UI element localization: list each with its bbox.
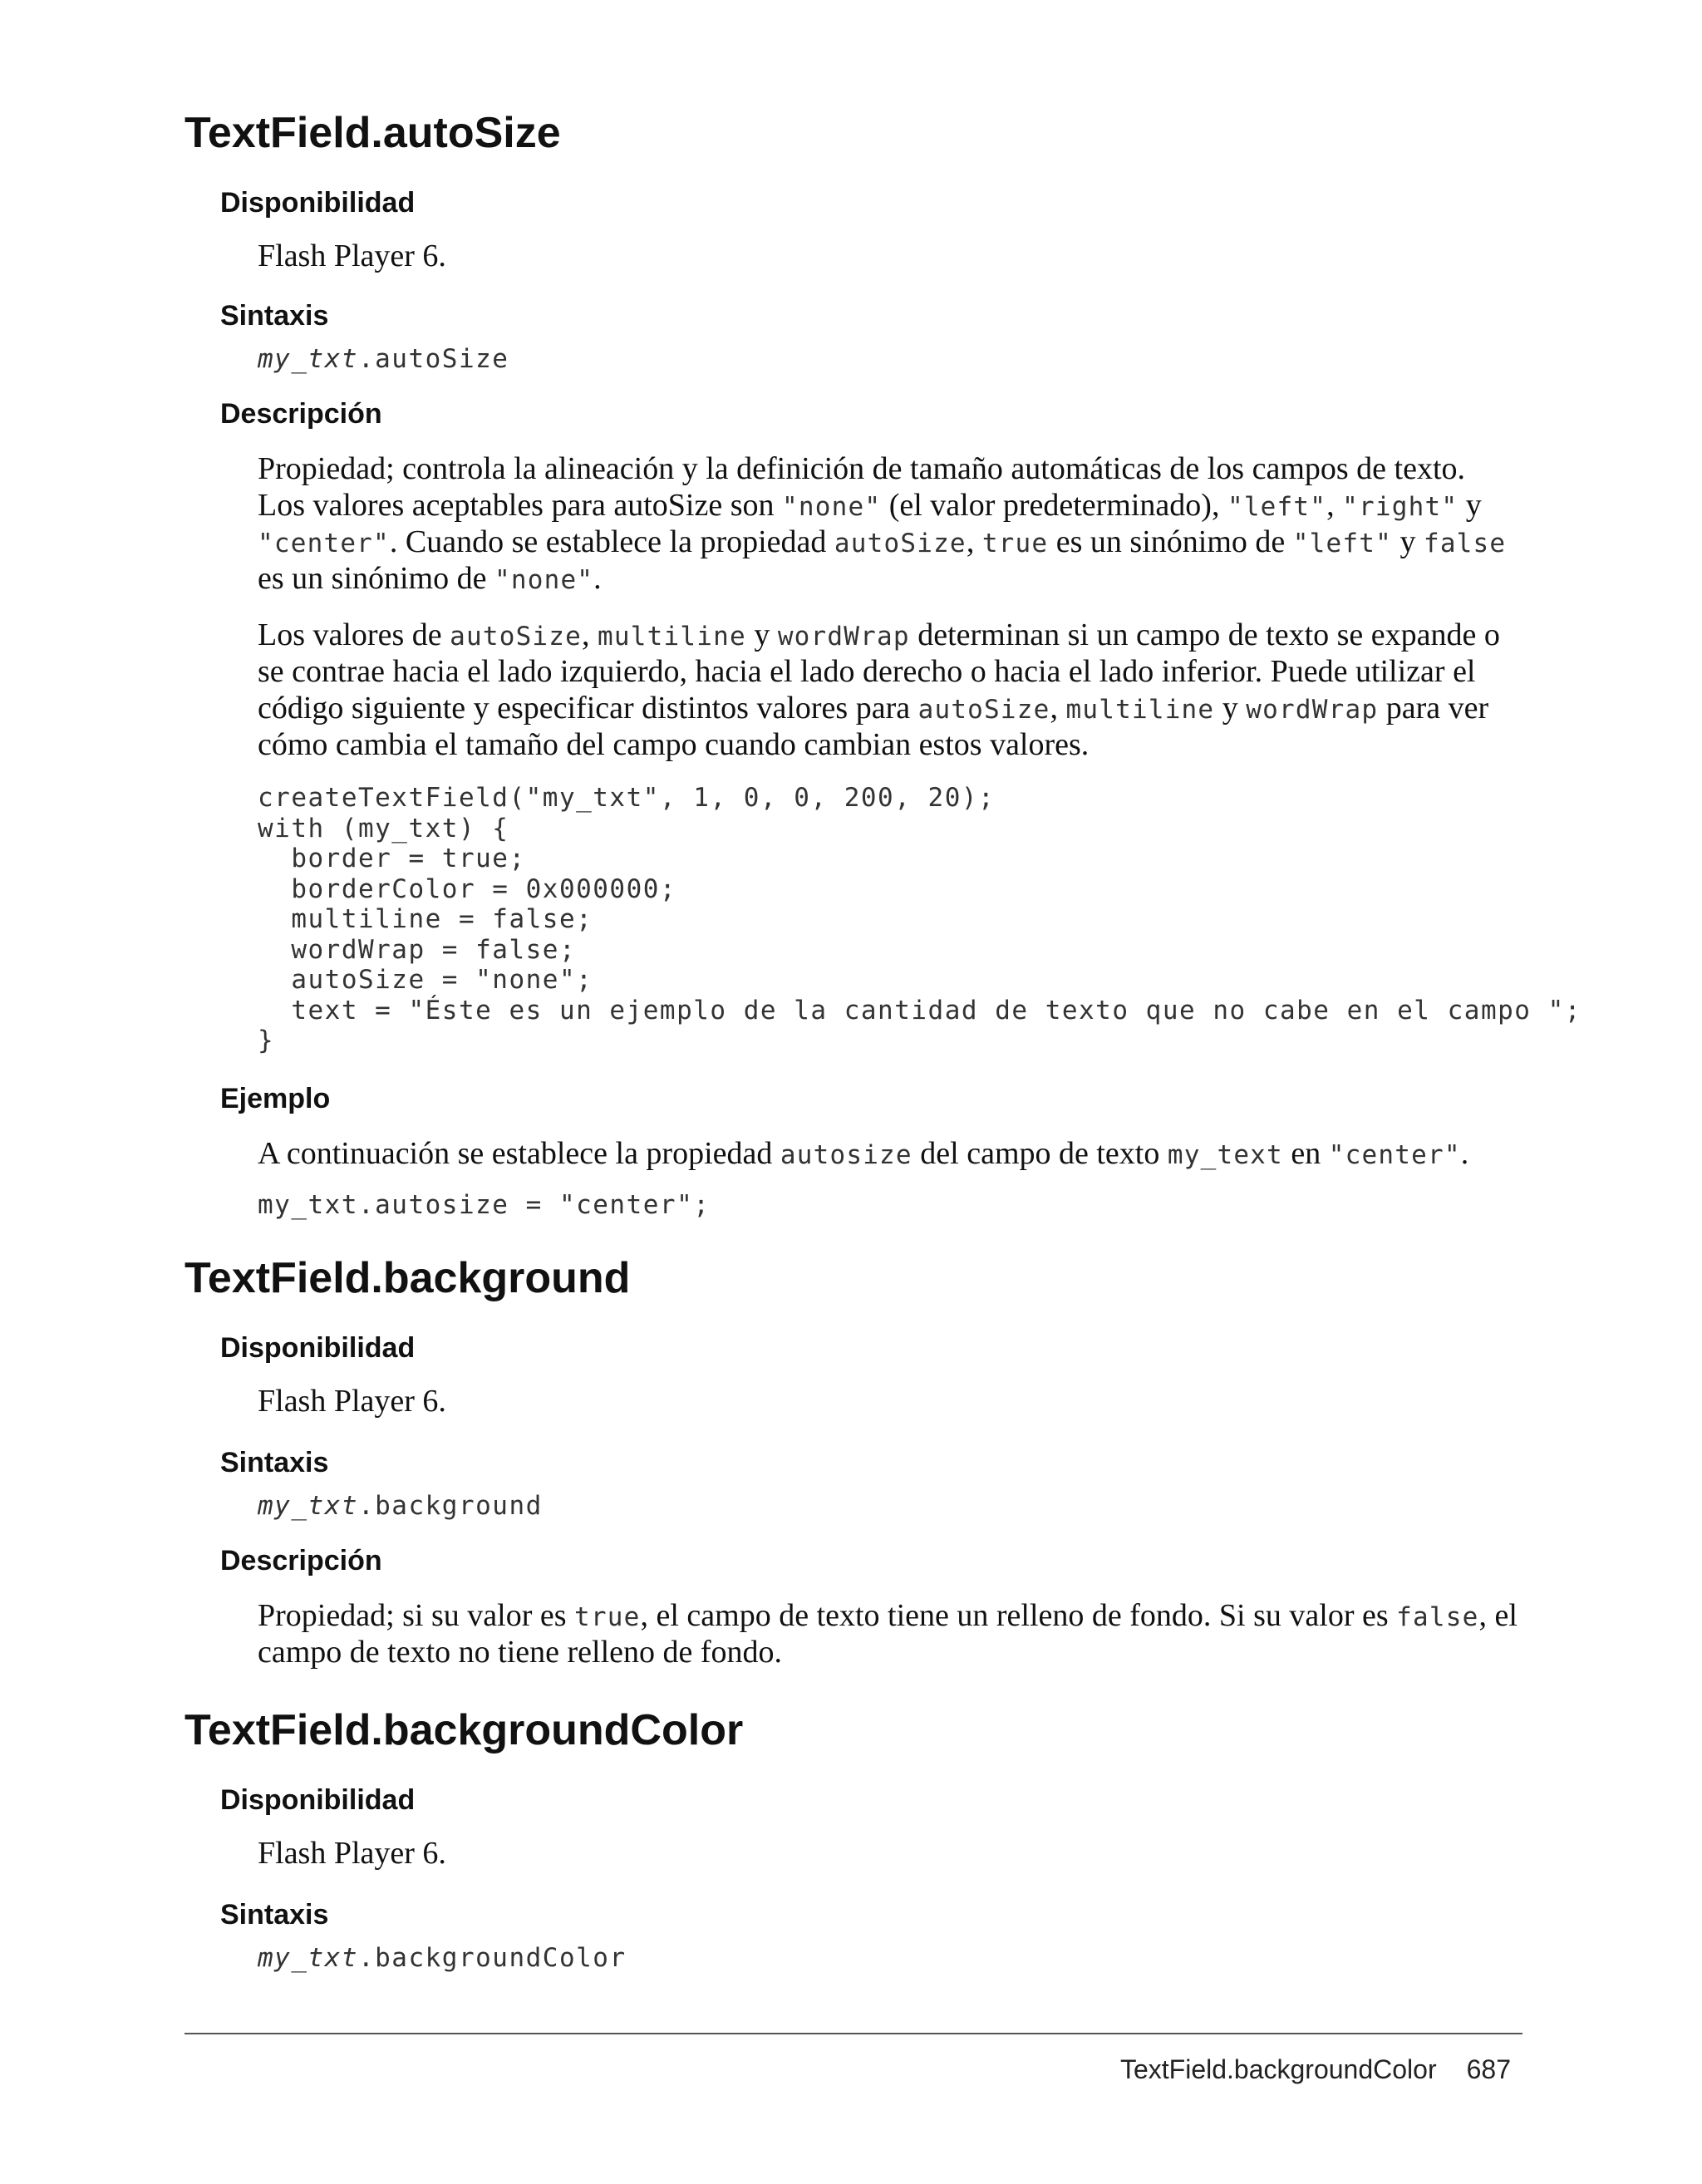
page-number: 687: [1466, 2054, 1511, 2084]
description-heading: Descripción: [220, 1545, 382, 1577]
example-heading: Ejemplo: [220, 1083, 331, 1114]
code-line: text = "Éste es un ejemplo de la cantidad de texto que no cabe en el campo ";: [258, 995, 1581, 1026]
example-code: my_txt.autosize = "center";: [258, 1190, 711, 1220]
availability-text: Flash Player 6.: [258, 1836, 446, 1871]
availability-heading: Disponibilidad: [220, 1332, 416, 1364]
availability-heading: Disponibilidad: [220, 187, 416, 219]
code-line: multiline = false;: [258, 904, 593, 934]
code-line: with (my_txt) {: [258, 813, 509, 844]
syntax-heading: Sintaxis: [220, 1447, 329, 1478]
section-title-background: TextField.background: [184, 1254, 631, 1302]
code-line: border = true;: [258, 844, 526, 873]
description-paragraph-2: Los valores de autoSize, multiline y wordWrap determinan si un campo de texto se expande o se contrae hacia el lado izquierdo, hacia el lado derecho o hacia el lado inferior. Puede utilizar el código siguiente y especificar distintos valores para autoSize, multiline y wordWrap para ver cómo cambia el tamaño del campo cuando cambian estos valores.: [258, 617, 1500, 762]
code-line: autoSize = "none";: [258, 965, 593, 995]
code-line: createTextField("my_txt", 1, 0, 0, 200, 20);: [258, 783, 996, 813]
syntax-heading: Sintaxis: [220, 300, 329, 332]
section-title-autosize: TextField.autoSize: [184, 109, 561, 157]
syntax-code: my_txt.autoSize: [258, 344, 509, 374]
syntax-heading: Sintaxis: [220, 1899, 329, 1931]
section-title-backgroundcolor: TextField.backgroundColor: [184, 1706, 744, 1754]
description-paragraph: Propiedad; si su valor es true, el campo de texto tiene un relleno de fondo. Si su valor es false, el campo de texto no tiene relleno de fondo.: [258, 1598, 1518, 1670]
description-paragraph-1: Propiedad; controla la alineación y la definición de tamaño automáticas de los campos de texto. Los valores aceptables para autoSize son "none" (el valor predeterminado), "left", "right" y "center". Cuando se establece la propiedad autoSize, true es un sinónimo de "left" y false es un sinónimo de "none".: [258, 451, 1507, 596]
page-footer: [1120, 2053, 1511, 2086]
availability-text: Flash Player 6.: [258, 239, 446, 273]
syntax-code: my_txt.backgroundColor: [258, 1943, 627, 1973]
footer-divider: [184, 2033, 1522, 2034]
running-title: TextField.backgroundColor: [1119, 2054, 1437, 2084]
code-line: }: [258, 1026, 275, 1055]
code-example-block: [258, 783, 1581, 1056]
example-text: A continuación se establece la propiedad autosize del campo de texto my_text en "center".: [258, 1136, 1469, 1171]
availability-text: Flash Player 6.: [258, 1384, 446, 1419]
code-line: wordWrap = false;: [258, 934, 577, 965]
availability-heading: Disponibilidad: [220, 1784, 416, 1816]
code-line: borderColor = 0x000000;: [258, 873, 677, 904]
syntax-code: my_txt.background: [258, 1491, 543, 1521]
description-heading: Descripción: [220, 398, 382, 430]
